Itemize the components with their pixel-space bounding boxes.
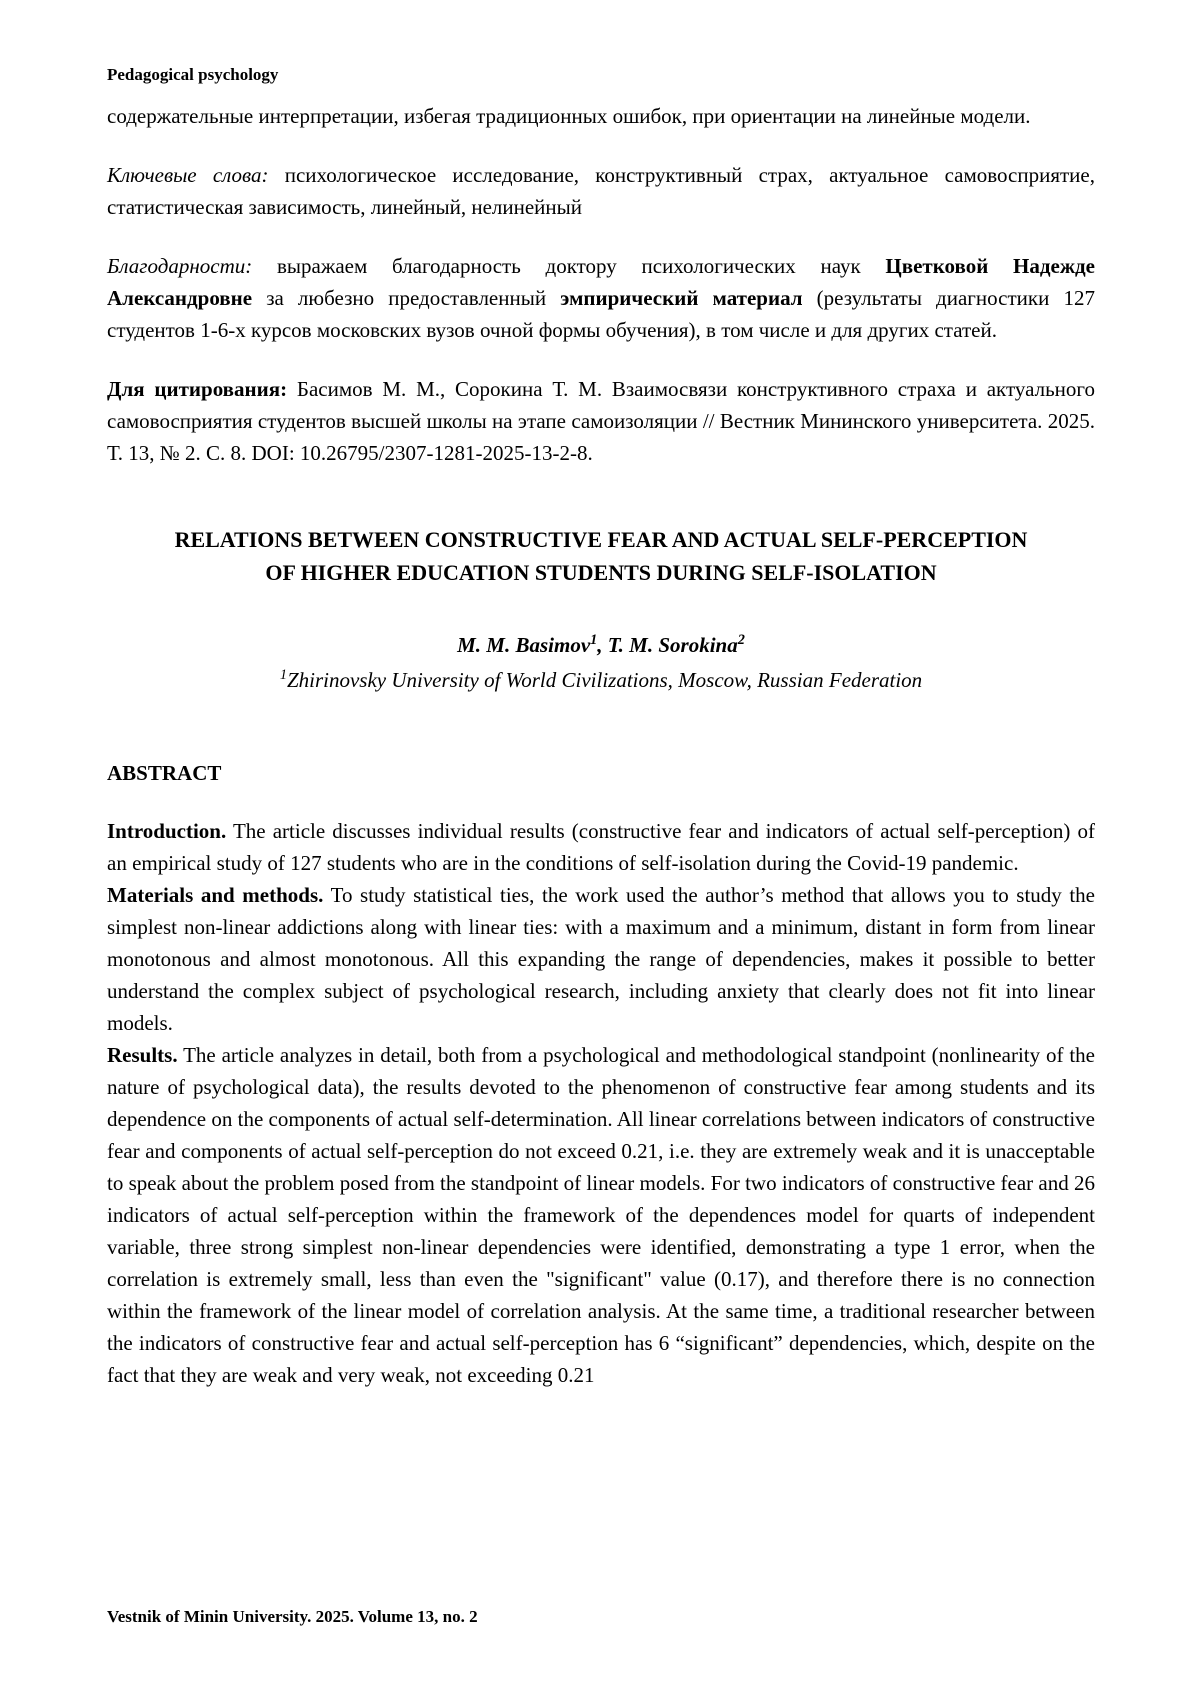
author-2: T. M. Sorokina [607,633,738,657]
abstract-heading: ABSTRACT [107,761,222,785]
keywords-label: Ключевые слова: [107,163,269,187]
affiliation-text: Zhirinovsky University of World Civilizations, Moscow, Russian Federation [286,668,923,692]
journal-footer: Vestnik of Minin University. 2025. Volume 13, no. 2 [107,1607,478,1626]
affiliation-line [107,664,1095,697]
acknowledgments-bold-phrase: эмпирический материал [560,286,803,310]
acknowledgments-paragraph [107,250,1095,346]
keywords-text: психологическое исследование, конструктивный страх, актуальное самовосприятие, статистическая зависимость, линейный, нелинейный [107,163,1095,219]
acknowledgments-label: Благодарности: [107,254,253,278]
paragraph-continuation-text: содержательные интерпретации, избегая традиционных ошибок, при ориентации на линейные модели. [107,104,1031,128]
paragraph-continuation [107,100,1095,132]
author-2-superscript: 2 [737,632,745,648]
results-paragraph [107,1039,1095,1391]
results-text: The article analyzes in detail, both from a psychological and methodological standpoint (nonlinearity of the nature of psychological data), the results devoted to the phenomenon of constructive fear among students and its dependence on the components of actual self-determination. All linear correlations between indicators of constructive fear and components of actual self-perception do not exceed 0.21, i.e. they are extremely weak and it is unacceptable to speak about the problem posed from the standpoint of linear models. For two indicators of constructive fear and 26 indicators of actual self-perception within the framework of the dependences model for quarts of independent variable, three strong simplest non-linear dependencies were identified, demonstrating a type 1 error, when the correlation is extremely small, less than even the "significant" value (0.17), and therefore there is no connection within the framework of the linear model of correlation analysis. At the same time, a traditional researcher between the indicators of constructive fear and actual self-perception has 6 “significant” dependencies, which, despite on the fact that they are weak and very weak, not exceeding 0.21 [107,1043,1095,1387]
citation-text: Басимов М. М., Сорокина Т. М. Взаимосвязи конструктивного страха и актуального самовосприятия студентов высшей школы на этапе самоизоляции // Вестник Мининского университета. 2025. Т. 13, № 2. С. 8. DOI: 10.26795/2307-1281-2025-13-2-8. [107,377,1095,465]
author-1-superscript: 1 [590,632,598,648]
methods-text: To study statistical ties, the work used the author’s method that allows you to study the simplest non-linear addictions along with linear ties: with a maximum and a minimum, distant in form from linear monotonous and almost monotonous. All this expanding the range of dependencies, makes it possible to better understand the complex subject of psychological research, including anxiety that clearly does not fit into linear models. [107,883,1096,1035]
introduction-paragraph [107,815,1095,879]
introduction-label: Introduction. [107,819,227,843]
article-title-line-2: OF HIGHER EDUCATION STUDENTS DURING SELF-ISOLATION [265,560,937,585]
article-title [107,523,1095,589]
introduction-text: The article discusses individual results (constructive fear and indicators of actual self-perception) of an empirical study of 127 students who are in the conditions of self-isolation during the Covid-19 pandemic. [107,819,1095,875]
results-label: Results. [107,1043,178,1067]
authors-separator: , [597,633,608,657]
author-1: M. M. Basimov [457,633,591,657]
article-title-line-1: RELATIONS BETWEEN CONSTRUCTIVE FEAR AND ACTUAL SELF-PERCEPTION [174,527,1028,552]
running-head: Pedagogical psychology [107,65,279,84]
acknowledged-person-name: Цветковой Надежде Александровне [107,254,1096,310]
acknowledgments-text-1: выражаем благодарность доктору психологических наук [252,254,886,278]
acknowledgments-text-2: за любезно предоставленный [252,286,561,310]
methods-paragraph [107,879,1095,1039]
acknowledgments-text-3: (результаты диагностики 127 студентов 1-6-х курсов московских вузов очной формы обучения), в том числе и для других статей. [107,286,1095,342]
citation-label: Для цитирования: [107,377,288,401]
keywords-paragraph [107,159,1095,223]
authors-line [107,629,1095,662]
citation-paragraph [107,373,1095,469]
affiliation-superscript: 1 [279,667,287,683]
methods-label: Materials and methods. [107,883,324,907]
